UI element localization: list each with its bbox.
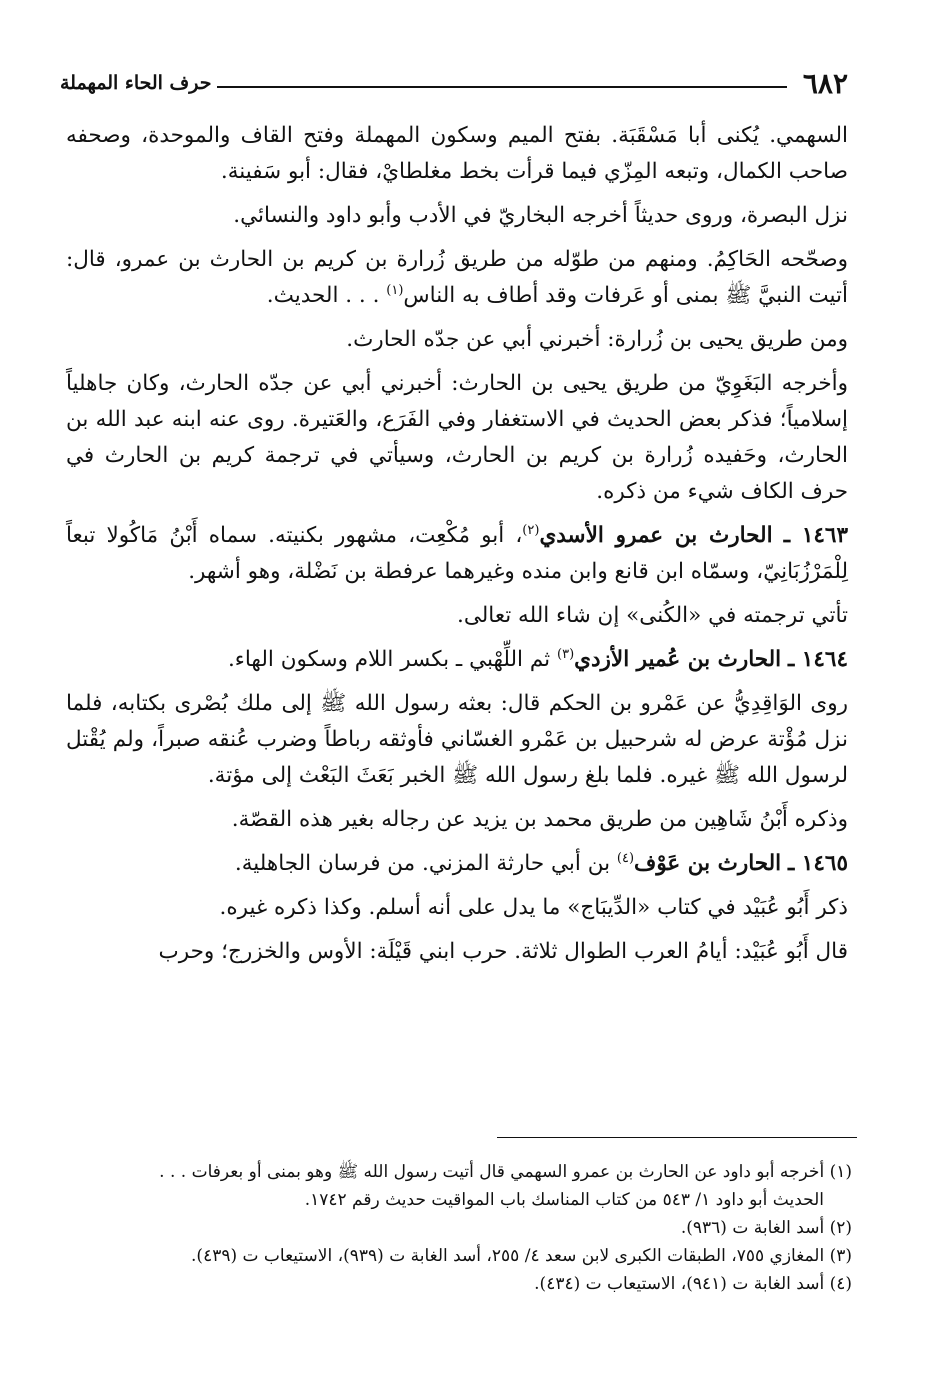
paragraph-tail: . . . الحديث.	[266, 283, 380, 308]
header-rule	[217, 86, 786, 88]
paragraph: وأخرجه البَغَوِيّ من طريق يحيى بن الحارث: أخبرني أبي عن جدّه الحارث، وكان جاهلياً إسلامياً؛ فذكر بعض الحديث في الاستغفار وفي الفَرَع، والعَتيرة. روى عنه ابنه عبد الله بن الحارث، وحَفيده زُرارة بن كريم بن الحارث، وسيأتي في ترجمة كريم بن الحارث في حرف الكاف شيء من ذكره.	[66, 371, 848, 504]
paragraph: روى الوَاقِدِيُّ عن عَمْرو بن الحكم قال: بعثه رسول الله ﷺ إلى ملك بُصْرى بكتابه، فلما نزل مُؤْتة عرض له شرحبيل بن عَمْرو الغسّاني فأوثقه رباطاً وضرب عُنقه صبراً، ولم يُقْتل لرسول الله ﷺ غيره. فلما بلغ رسول الله ﷺ الخبر بَعَثَ البَعْث إلى مؤتة.	[66, 691, 848, 788]
paragraph: نزل البصرة، وروى حديثاً أخرجه البخاريّ في الأدب وأبو داود والنسائي.	[233, 203, 848, 228]
page-number: ٦٨٢	[802, 66, 848, 100]
paragraph-text: وصحّحه الحَاكِمُ. ومنهم من طوّله من طريق زُرارة بن كريم بن الحارث بن عمرو، قال: أتيت النبيَّ ﷺ بمنى أو عَرفات وقد أطاف به الناس	[66, 247, 848, 308]
entry-name: الحارث بن عمرو الأسدي	[539, 523, 773, 548]
footnote-rule	[497, 1137, 857, 1138]
paragraph: ومن طريق يحيى بن زُرارة: أخبرني أبي عن جدّه الحارث.	[346, 327, 848, 352]
running-title: حرف الحاء المهملة	[60, 72, 212, 94]
footnote-ref: (٣)	[557, 646, 575, 662]
paragraph: السهمي. يُكنى أبا مَسْقَبَة. بفتح الميم وسكون المهملة وفتح القاف والموحدة، وصحفه صاحب الكمال، وتبعه المِزّي فيما قرأت بخط مغلطايْ، فقال: أبو سَفينة.	[66, 123, 848, 184]
footnote-mark: (٢)	[829, 1218, 852, 1238]
paragraph: ذكر أَبُو عُبَيْد في كتاب «الدِّيبَاج» ما يدل على أنه أسلم. وكذا ذكره غيره.	[219, 895, 848, 920]
entry-1464	[66, 642, 848, 678]
footnote-text: أسد الغابة ت (٩٣٦).	[680, 1218, 825, 1238]
paragraph: وذكره أَبْنُ شَاهِين من طريق محمد بن يزيد عن رجاله بغير هذه القصّة.	[231, 807, 848, 832]
paragraph: تأتي ترجمته في «الكُنى» إن شاء الله تعالى.	[457, 603, 848, 628]
footnote	[80, 1242, 852, 1270]
body-text	[66, 118, 848, 978]
footnote-mark: (١)	[829, 1162, 852, 1182]
entry-1465	[66, 846, 848, 882]
page-header	[60, 60, 848, 106]
entry-number: ١٤٦٣ ـ	[783, 523, 849, 548]
footnotes	[80, 1158, 852, 1298]
paragraph: قال أَبُو عُبَيْد: أيامُ العرب الطوال ثلاثة. حرب ابني قَيْلَة: الأوس والخزرج؛ وحرب	[158, 939, 848, 964]
entry-text: بن أبي حارثة المزني. من فرسان الجاهلية.	[234, 851, 617, 876]
footnote-text: أسد الغابة ت (٩٤١)، الاستيعاب ت (٤٣٤).	[534, 1274, 825, 1294]
footnote-ref: (١)	[386, 282, 404, 298]
footnote	[80, 1270, 852, 1298]
footnote-text: أخرجه أبو داود عن الحارث بن عمرو السهمي قال أتيت رسول الله ﷺ وهو بمنى أو بعرفات . . .	[159, 1162, 825, 1182]
footnote-mark: (٣)	[829, 1246, 852, 1266]
entry-number: ١٤٦٤ ـ	[788, 647, 848, 672]
entry-number: ١٤٦٥ ـ	[788, 851, 848, 876]
entry-text: ثم اللِّهْبي ـ بكسر اللام وسكون الهاء.	[227, 647, 557, 672]
footnote-ref: (٢)	[522, 522, 540, 538]
entry-1463	[66, 518, 848, 590]
footnote	[80, 1158, 852, 1186]
footnote-ref: (٤)	[616, 850, 635, 866]
footnote-text: المغازي ٧٥٥، الطبقات الكبرى لابن سعد ٤/ ٢٥٥، أسد الغابة ت (٩٣٩)، الاستيعاب ت (٤٣٩).	[191, 1246, 825, 1266]
footnote	[80, 1214, 852, 1242]
entry-name: الحارث بن عُمير الأزدي	[574, 647, 782, 672]
paragraph	[66, 242, 848, 314]
entry-name: الحارث بن عَوْف	[634, 851, 782, 876]
footnote-continuation: الحديث أبو داود ١/ ٥٤٣ من كتاب المناسك باب المواقيت حديث رقم ١٧٤٢.	[304, 1190, 824, 1210]
entry-text: ، أبو مُكْعِت، مشهور بكنيته. سماه أَبْنُ مَاكُولا تبعاً لِلْمَرْزُبَانِيّ، وسمّاه ابن قانع وابن منده وغيرهما عرفطة بن نَضْلة، وهو أشهر.	[66, 523, 848, 584]
footnote-mark: (٤)	[829, 1274, 852, 1294]
